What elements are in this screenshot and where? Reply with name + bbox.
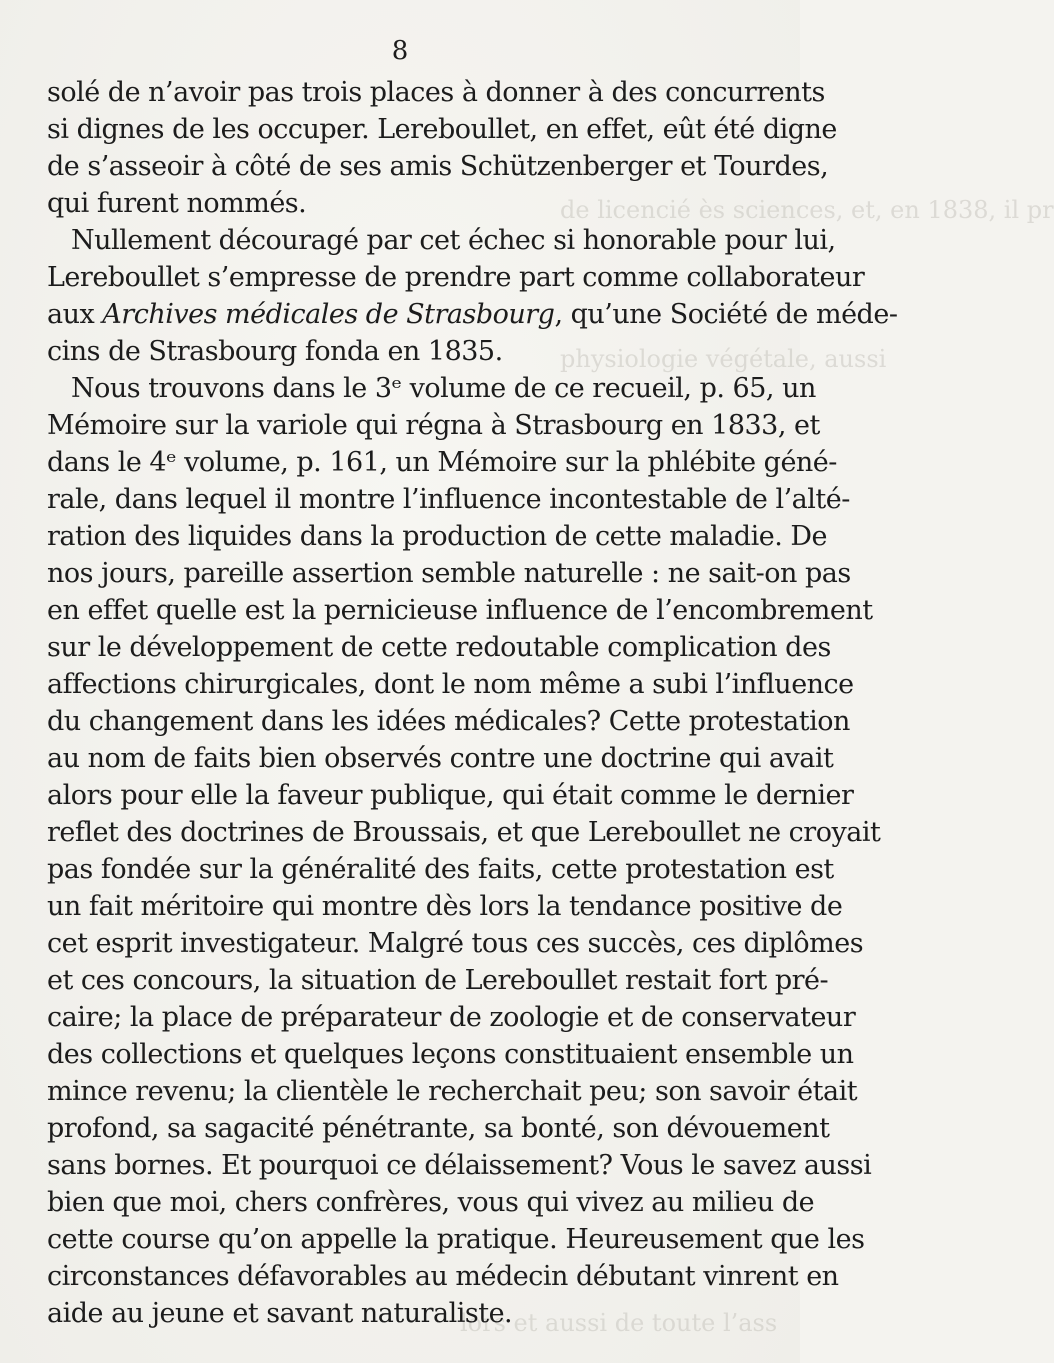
- show-through-text-1: de licencié ès sciences, et, en 1838, il pr: [560, 196, 1054, 224]
- text-line: reflet des doctrines de Broussais, et que Lereboullet ne croyait: [47, 817, 881, 848]
- text-line: des collections et quelques leçons constituaient ensemble un: [47, 1039, 854, 1070]
- text-line: alors pour elle la faveur publique, qui était comme le dernier: [47, 780, 854, 811]
- text-line: cette course qu’on appelle la pratique. Heureusement que les: [47, 1224, 865, 1255]
- text-line: affections chirurgicales, dont le nom même a subi l’influence: [47, 669, 854, 700]
- text-line: aide au jeune et savant naturaliste.: [47, 1298, 513, 1329]
- text-line: en effet quelle est la pernicieuse influence de l’encombrement: [47, 595, 873, 626]
- journal-title: Archives médicales de Strasbourg: [102, 299, 555, 330]
- text-line: profond, sa sagacité pénétrante, sa bonté, son dévouement: [47, 1113, 830, 1144]
- text-line: cet esprit investigateur. Malgré tous ces succès, ces diplômes: [47, 928, 864, 959]
- text-line: Nullement découragé par cet échec si honorable pour lui,: [71, 225, 836, 256]
- text-line: aux Archives médicales de Strasbourg, qu’une Société de méde-: [47, 299, 898, 330]
- text-line: un fait méritoire qui montre dès lors la tendance positive de: [47, 891, 843, 922]
- text-line: pas fondée sur la généralité des faits, cette protestation est: [47, 854, 834, 885]
- text-line: sur le développement de cette redoutable complication des: [47, 632, 831, 663]
- text-line: rale, dans lequel il montre l’influence incontestable de l’alté-: [47, 484, 850, 515]
- text-line: circonstances défavorables au médecin débutant vinrent en: [47, 1261, 839, 1292]
- text-line: mince revenu; la clientèle le recherchait peu; son savoir était: [47, 1076, 858, 1107]
- text-line: et ces concours, la situation de Lereboullet restait fort pré-: [47, 965, 829, 996]
- text-line: sans bornes. Et pourquoi ce délaissement? Vous le savez aussi: [47, 1150, 872, 1181]
- page-number: 8: [391, 36, 409, 66]
- text-line: de s’asseoir à côté de ses amis Schützenberger et Tourdes,: [47, 151, 829, 182]
- text-line: au nom de faits bien observés contre une doctrine qui avait: [47, 743, 834, 774]
- text-line: caire; la place de préparateur de zoologie et de conservateur: [47, 1002, 856, 1033]
- text-line: du changement dans les idées médicales? Cette protestation: [47, 706, 850, 737]
- text-line: si dignes de les occuper. Lereboullet, en effet, eût été digne: [47, 114, 837, 145]
- text-line: nos jours, pareille assertion semble naturelle : ne sait-on pas: [47, 558, 851, 589]
- text-line: Mémoire sur la variole qui régna à Strasbourg en 1833, et: [47, 410, 820, 441]
- text-line: bien que moi, chers confrères, vous qui vivez au milieu de: [47, 1187, 815, 1218]
- text-line: qui furent nommés.: [47, 188, 307, 219]
- text-line: dans le 4ᵉ volume, p. 161, un Mémoire sur la phlébite géné-: [47, 447, 837, 478]
- text-line: ration des liquides dans la production de cette maladie. De: [47, 521, 827, 552]
- show-through-text-2: physiologie végétale, aussi: [560, 345, 887, 373]
- show-through-text-3: lors et aussi de toute l’ass: [460, 1309, 778, 1337]
- text-line: Nous trouvons dans le 3ᵉ volume de ce recueil, p. 65, un: [71, 373, 816, 404]
- text-line: cins de Strasbourg fonda en 1835.: [47, 336, 503, 367]
- text-line: Lereboullet s’empresse de prendre part comme collaborateur: [47, 262, 865, 293]
- text-line: solé de n’avoir pas trois places à donner à des concurrents: [47, 77, 825, 108]
